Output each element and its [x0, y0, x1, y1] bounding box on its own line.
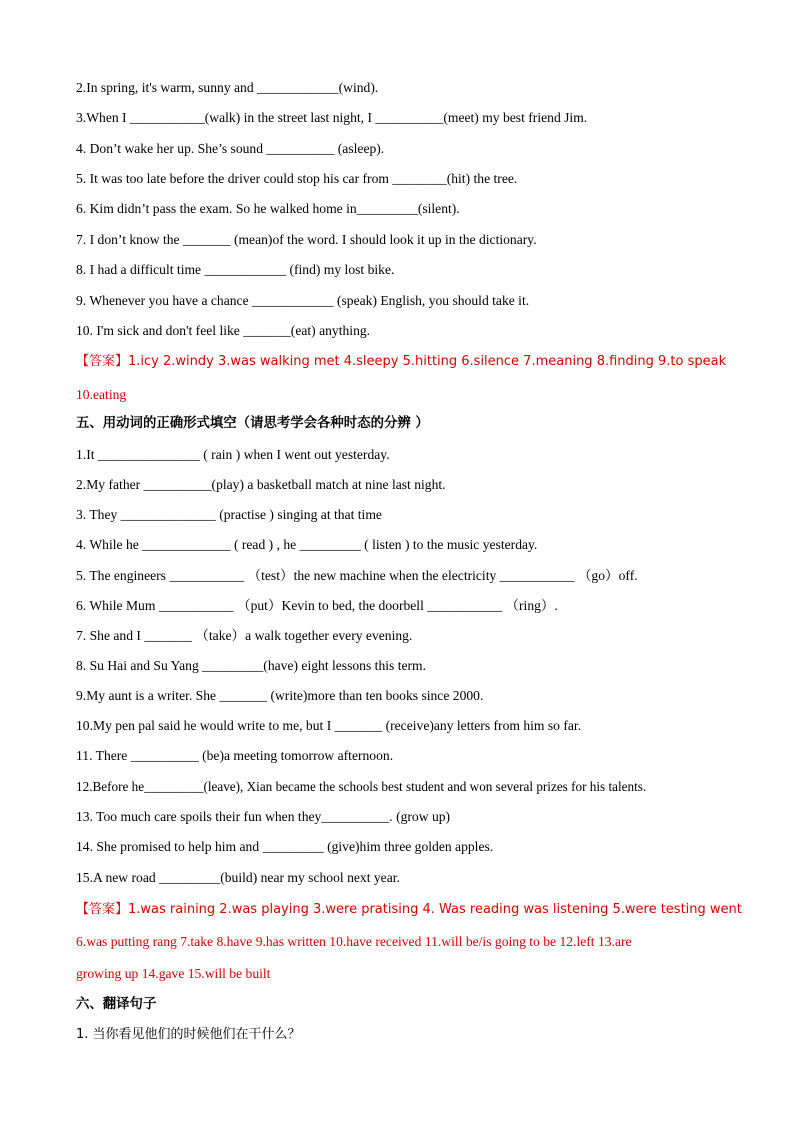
- exercise-line: 2.In spring, it's warm, sunny and ____________(wind).: [76, 80, 379, 95]
- exercise-line: 4. While he _____________ ( read ) , he _________ ( listen ) to the music yesterday.: [76, 537, 538, 552]
- answer-key: 【答案】1.was raining 2.was playing 3.were pratising 4. Was reading was listening 5.were testing went: [76, 902, 742, 917]
- exercise-line: 5. It was too late before the driver could stop his car from ________(hit) the tree.: [76, 171, 518, 186]
- answer-key-continued: 6.was putting rang 7.take 8.have 9.has written 10.have received 11.will be/is going to be 12.left 13.are: [76, 934, 632, 949]
- exercise-line: 1.It _______________ ( rain ) when I went out yesterday.: [76, 447, 390, 462]
- exercise-line: 14. She promised to help him and _________ (give)him three golden apples.: [76, 839, 494, 854]
- exercise-line: 5. The engineers ___________ （test）the new machine when the electricity ___________ （go）off.: [76, 568, 638, 583]
- section-heading: 六、翻译句子: [76, 997, 157, 1012]
- exercise-line: 1. 当你看见他们的时候他们在干什么？: [76, 1027, 301, 1042]
- answer-key-continued: 10.eating: [76, 387, 127, 402]
- exercise-line: 2.My father __________(play) a basketball match at nine last night.: [76, 477, 446, 492]
- exercise-line: 4. Don’t wake her up. She’s sound __________ (asleep).: [76, 141, 385, 156]
- exercise-line: 6. While Mum ___________ （put）Kevin to bed, the doorbell ___________ （ring）.: [76, 598, 558, 613]
- exercise-line: 13. Too much care spoils their fun when they__________. (grow up): [76, 809, 451, 824]
- exercise-line: 10.My pen pal said he would write to me, but I _______ (receive)any letters from him so far.: [76, 718, 582, 733]
- exercise-line: 6. Kim didn’t pass the exam. So he walked home in_________(silent).: [76, 201, 460, 216]
- exercise-line: 11. There __________ (be)a meeting tomorrow afternoon.: [76, 748, 394, 763]
- exercise-line: 15.A new road _________(build) near my school next year.: [76, 870, 400, 885]
- answer-key-continued: growing up 14.gave 15.will be built: [76, 966, 271, 981]
- exercise-line: 3. They ______________ (practise ) singing at that time: [76, 507, 382, 522]
- exercise-line: 7. She and I _______ （take）a walk together every evening.: [76, 628, 413, 643]
- exercise-line: 12.Before he_________(leave), Xian became the schools best student and won several prizes for his talents.: [76, 779, 647, 794]
- section-heading: 五、用动词的正确形式填空（请思考学会各种时态的分辨 ）: [76, 416, 429, 431]
- exercise-line: 8. Su Hai and Su Yang _________(have) eight lessons this term.: [76, 658, 427, 673]
- exercise-line: 3.When I ___________(walk) in the street last night, I __________(meet) my best friend Jim.: [76, 110, 588, 125]
- exercise-line: 7. I don’t know the _______ (mean)of the word. I should look it up in the dictionary.: [76, 232, 537, 247]
- exercise-line: 8. I had a difficult time ____________ (find) my lost bike.: [76, 262, 395, 277]
- exercise-line: 9. Whenever you have a chance ____________ (speak) English, you should take it.: [76, 293, 530, 308]
- exercise-line: 9.My aunt is a writer. She _______ (write)more than ten books since 2000.: [76, 688, 484, 703]
- answer-key: 【答案】1.icy 2.windy 3.was walking met 4.sleepy 5.hitting 6.silence 7.meaning 8.finding 9.to speak: [76, 354, 727, 369]
- exercise-line: 10. I'm sick and don't feel like _______(eat) anything.: [76, 323, 371, 338]
